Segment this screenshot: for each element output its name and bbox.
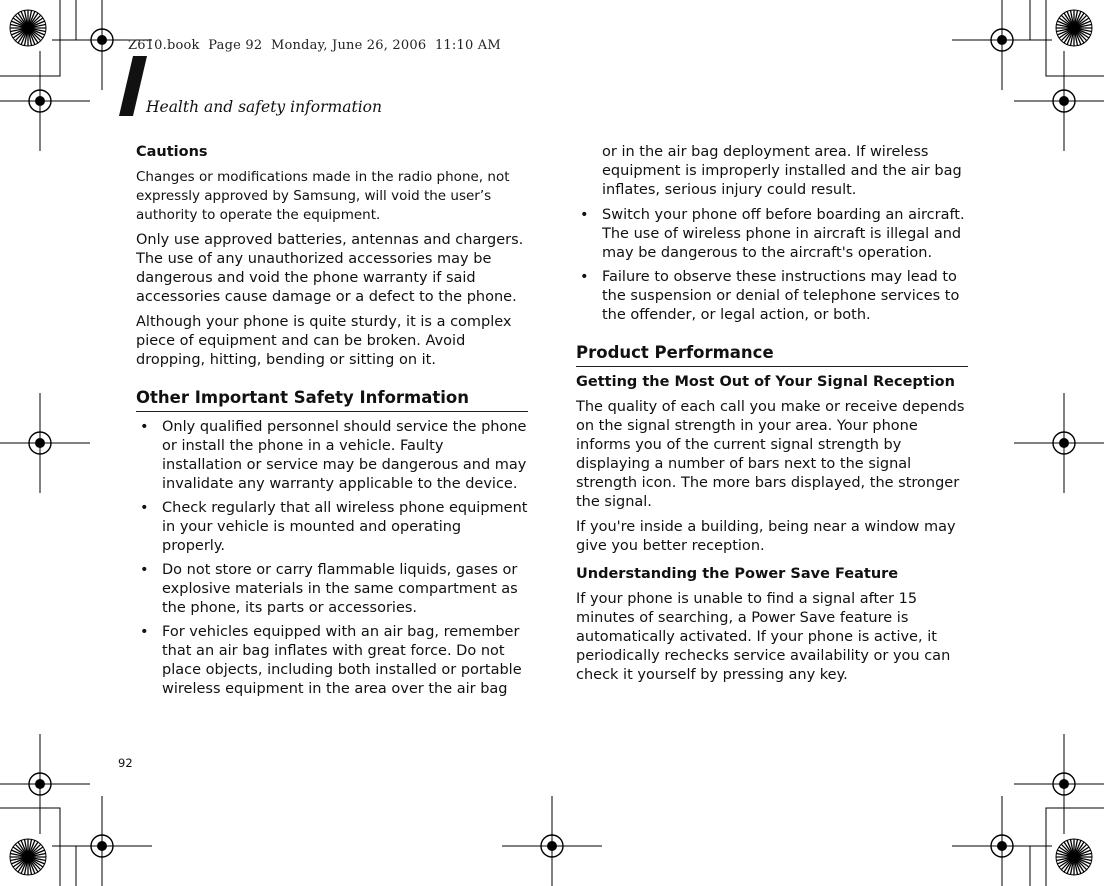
list-item: • Check regularly that all wireless phone equipment in your vehicle is mounted and operating properly. (140, 500, 528, 554)
section-slash-mark (119, 56, 147, 116)
signal-heading: Getting the Most Out of Your Signal Reception (576, 374, 955, 390)
right-column (576, 143, 968, 691)
power-save-paragraph: If your phone is unable to find a signal after 15 minutes of searching, a Power Save feature is automatically activated. If your phone is active, it periodically rechecks service availability or you can check it yourself by pressing any key. (576, 591, 951, 683)
list-item: • Only qualified personnel should service the phone or install the phone in a vehicle. Faulty installation or service may be dangerous and may invalidate any warranty applicable to the device. (140, 419, 527, 492)
bullet-icon: • (580, 207, 589, 223)
aircraft-bullet-list (576, 206, 968, 325)
cautions-text: Changes or modifications made in the radio phone, not expressly approved by Samsung, will void the user’s authority to operate the equipment. (136, 169, 510, 223)
product-performance-heading: Product Performance (576, 343, 968, 367)
left-column (136, 143, 528, 704)
bullet-icon: • (140, 624, 149, 640)
sturdy-paragraph: Although your phone is quite sturdy, it is a complex piece of equipment and can be broken. Avoid dropping, hitting, bending or sitting on it. (136, 314, 512, 368)
print-file-info: Z610.book Page 92 Monday, June 26, 2006 11:10 AM (128, 38, 501, 53)
power-save-heading: Understanding the Power Save Feature (576, 566, 899, 582)
bullet-icon: • (140, 562, 149, 578)
window-paragraph: If you're inside a building, being near a window may give you better reception. (576, 519, 956, 554)
cautions-heading: Cautions (136, 144, 208, 160)
batteries-paragraph: Only use approved batteries, antennas and chargers. The use of any unauthorized accessories may be dangerous and void the phone warranty if said accessories cause damage or a defect to the phone. (136, 232, 524, 305)
list-item: • Failure to observe these instructions may lead to the suspension or denial of telephone services to the offender, or legal action, or both. (580, 269, 960, 323)
list-item: • For vehicles equipped with an air bag, remember that an air bag inflates with great force. Do not place objects, including both installed or portable wireless equipment in the area over the air bag (140, 624, 522, 697)
section-title: Health and safety information (146, 98, 382, 116)
continued-text: or in the air bag deployment area. If wireless equipment is improperly installed and the air bag inflates, serious injury could result. (602, 144, 962, 198)
bullet-icon: • (580, 269, 589, 285)
other-safety-heading: Other Important Safety Information (136, 388, 528, 412)
signal-paragraph: The quality of each call you make or receive depends on the signal strength in your area. Your phone informs you of the current signal strength by displaying a number of bars next to the signal strength icon. The more bars displayed, the stronger the signal. (576, 399, 965, 510)
safety-bullet-list (136, 418, 528, 699)
bullet-icon: • (140, 419, 149, 435)
page-number: 92 (118, 756, 133, 770)
list-item: • Switch your phone off before boarding an aircraft. The use of wireless phone in aircraft is illegal and may be dangerous to the aircraft's operation. (580, 207, 965, 261)
list-item: • Do not store or carry flammable liquids, gases or explosive materials in the same compartment as the phone, its parts or accessories. (140, 562, 518, 616)
bullet-icon: • (140, 500, 149, 516)
